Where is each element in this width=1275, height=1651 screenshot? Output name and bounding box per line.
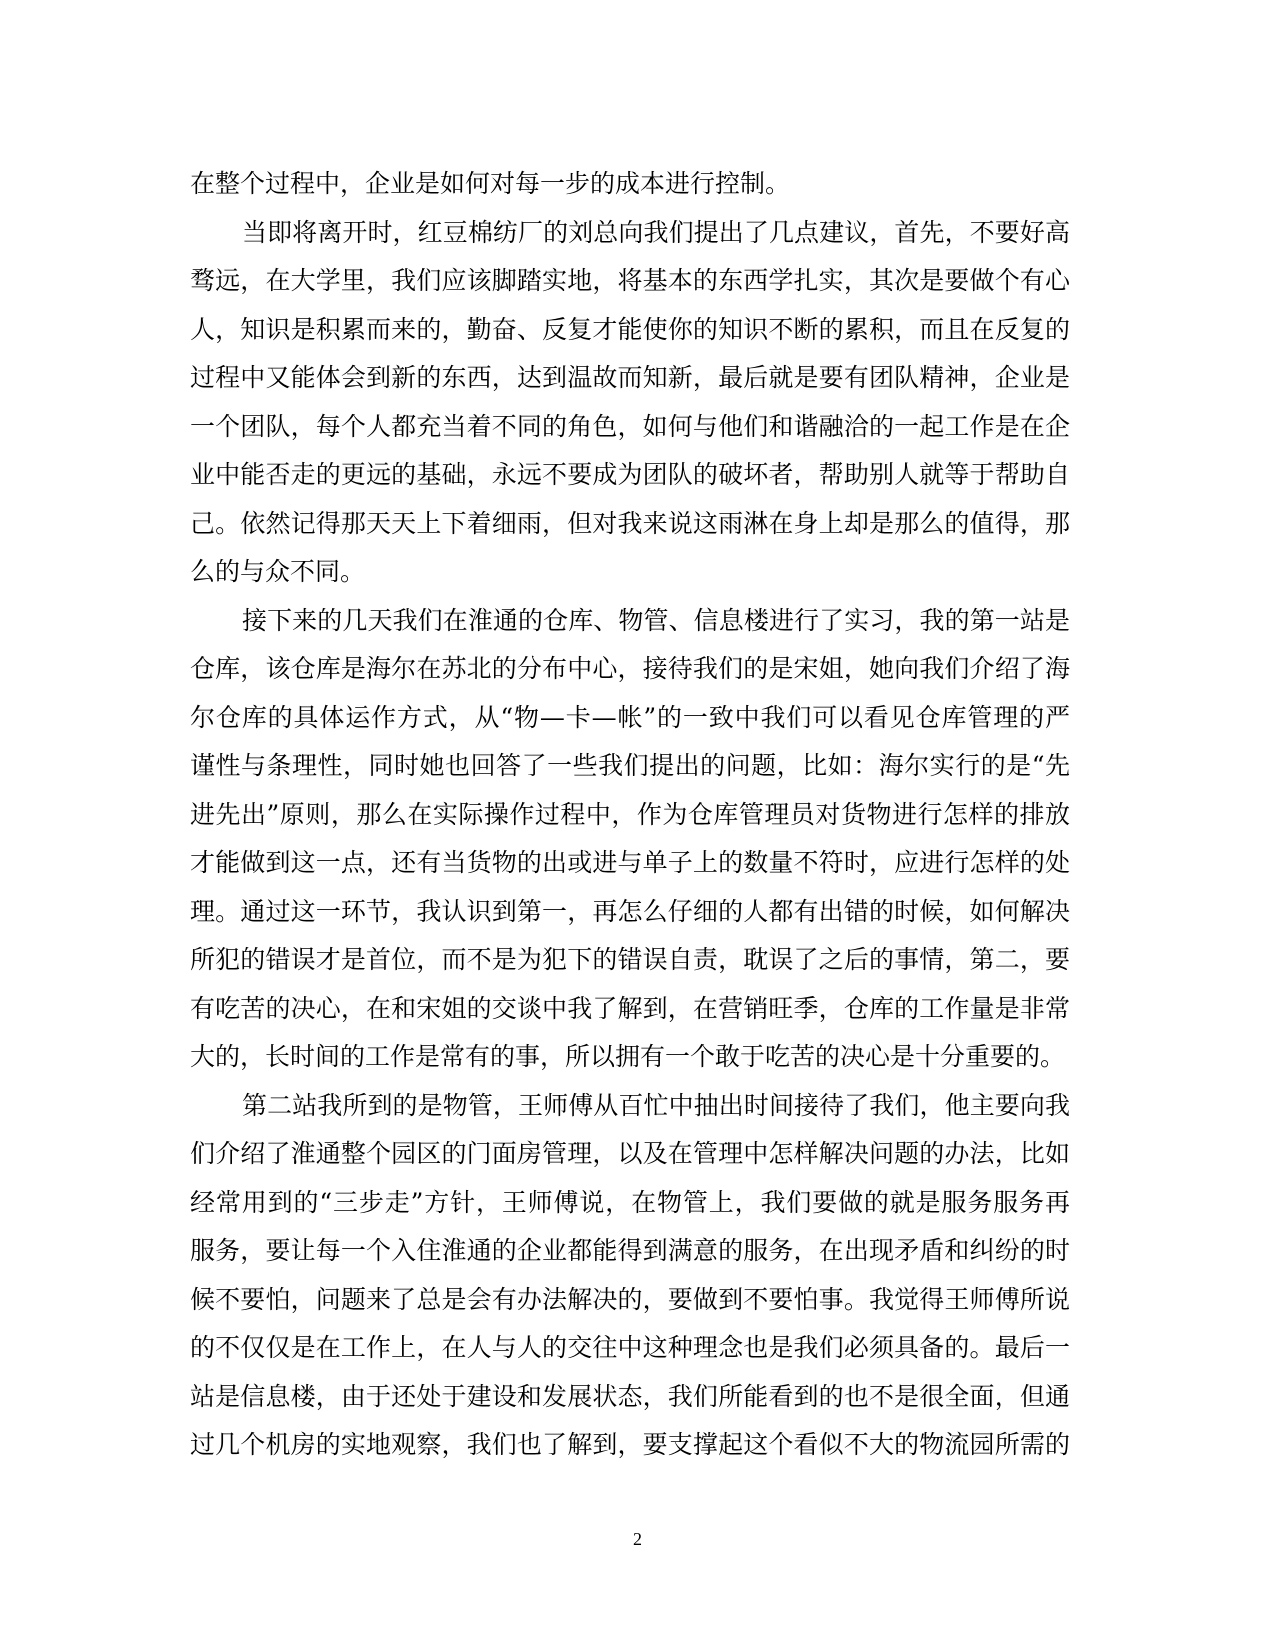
text-line: 的不仅仅是在工作上，在人与人的交往中这种理念也是我们必须具备的。最后一 xyxy=(190,1333,1070,1362)
body-text xyxy=(190,160,1070,1470)
text-line: 谨性与条理性，同时她也回答了一些我们提出的问题，比如：海尔实行的是“先 xyxy=(190,751,1070,780)
text-line: 才能做到这一点，还有当货物的出或进与单子上的数量不符时，应进行怎样的处 xyxy=(190,848,1070,877)
text-line: 有吃苦的决心，在和宋姐的交谈中我了解到，在营销旺季，仓库的工作量是非常 xyxy=(190,993,1070,1023)
text-line: 第二站我所到的是物管，王师傅从百忙中抽出时间接待了我们，他主要向我 xyxy=(242,1090,1070,1120)
text-line: 过几个机房的实地观察，我们也了解到，要支撑起这个看似不大的物流园所需的 xyxy=(190,1430,1070,1459)
text-line: 骛远，在大学里，我们应该脚踏实地，将基本的东西学扎实，其次是要做个有心 xyxy=(190,266,1070,295)
text-line: 业中能否走的更远的基础，永远不要成为团队的破坏者，帮助别人就等于帮助自 xyxy=(190,460,1070,489)
text-line: 进先出”原则，那么在实际操作过程中，作为仓库管理员对货物进行怎样的排放 xyxy=(190,799,1070,829)
text-line: 尔仓库的具体运作方式，从“物—卡—帐”的一致中我们可以看见仓库管理的严 xyxy=(190,702,1070,732)
text-line: 候不要怕，问题来了总是会有办法解决的，要做到不要怕事。我觉得王师傅所说 xyxy=(190,1284,1070,1314)
text-line: 人，知识是积累而来的，勤奋、反复才能使你的知识不断的累积，而且在反复的 xyxy=(190,314,1070,344)
text-line: 服务，要让每一个入住淮通的企业都能得到满意的服务，在出现矛盾和纠纷的时 xyxy=(190,1236,1070,1265)
text-line: 经常用到的“三步走”方针，王师傅说，在物管上，我们要做的就是服务服务再 xyxy=(190,1187,1070,1217)
text-line: 么的与众不同。 xyxy=(190,557,366,586)
text-line: 们介绍了淮通整个园区的门面房管理，以及在管理中怎样解决问题的办法，比如 xyxy=(190,1139,1070,1168)
text-line: 站是信息楼，由于还处于建设和发展状态，我们所能看到的也不是很全面，但通 xyxy=(190,1381,1070,1411)
text-line: 所犯的错误才是首位，而不是为犯下的错误自责，耽误了之后的事情，第二，要 xyxy=(190,945,1070,974)
text-line: 当即将离开时，红豆棉纺厂的刘总向我们提出了几点建议，首先，不要好高 xyxy=(242,217,1070,247)
text-line: 己。依然记得那天天上下着细雨，但对我来说这雨淋在身上却是那么的值得，那 xyxy=(190,508,1070,538)
text-line: 大的，长时间的工作是常有的事，所以拥有一个敢于吃苦的决心是十分重要的。 xyxy=(190,1042,1066,1071)
text-line: 理。通过这一环节，我认识到第一，再怎么仔细的人都有出错的时候，如何解决 xyxy=(190,896,1070,926)
page-number: 2 xyxy=(633,1529,642,1549)
text-line: 一个团队，每个人都充当着不同的角色，如何与他们和谐融洽的一起工作是在企 xyxy=(190,411,1070,441)
text-line: 在整个过程中，企业是如何对每一步的成本进行控制。 xyxy=(190,169,791,198)
text-line: 接下来的几天我们在淮通的仓库、物管、信息楼进行了实习，我的第一站是 xyxy=(242,605,1070,635)
text-line: 过程中又能体会到新的东西，达到温故而知新，最后就是要有团队精神，企业是 xyxy=(190,363,1070,392)
text-line: 仓库，该仓库是海尔在苏北的分布中心，接待我们的是宋姐，她向我们介绍了海 xyxy=(190,654,1070,683)
